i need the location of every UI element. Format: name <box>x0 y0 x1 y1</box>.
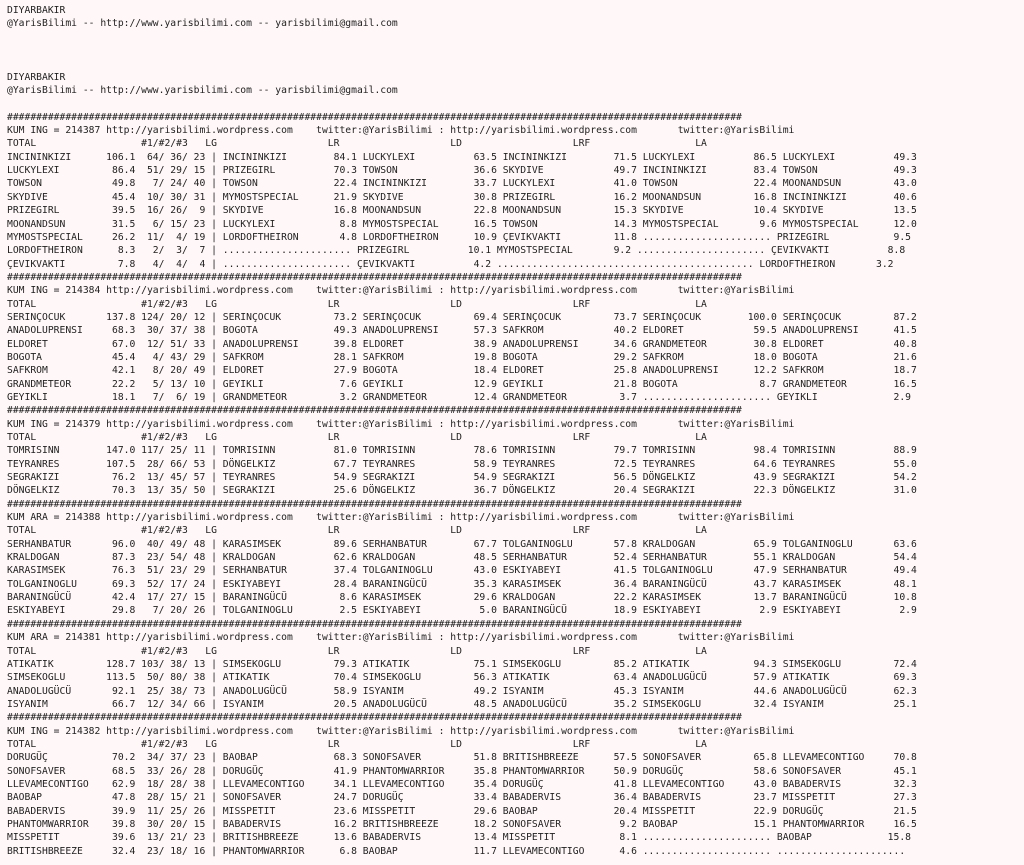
horse-row: TEYRANRES 107.5 28/ 66/ 53 | DÖNGELKIZ 67.7 TEYRANRES 58.9 TEYRANRES 72.5 TEYRANRES 64.6 TEYRANRES 55.0 <box>7 458 917 470</box>
race-header-line: KUM ARA = 214381 http://yarisbilimi.wordpress.com twitter:@YarisBilimi : http://yarisbilimi.wordpress.com twitter:@YarisBilimi <box>7 632 795 644</box>
horse-row: ANADOLUPRENSI 68.3 30/ 37/ 38 | BOGOTA 49.3 ANADOLUPRENSI 57.3 SAFKROM 40.2 ELDORET 59.5 ANADOLUPRENSI 41.5 <box>7 325 917 337</box>
venue-title: DIYARBAKIR <box>7 71 66 83</box>
horse-row: PRIZEGIRL 39.5 16/ 26/ 9 | SKYDIVE 16.8 MOONANDSUN 22.8 MOONANDSUN 15.3 SKYDIVE 10.4 SKYDIVE 13.5 <box>7 205 917 217</box>
column-header-line: TOTAL #1/#2/#3 LG LR LD LRF LA <box>7 138 707 150</box>
separator-line: ############################################################################################################################## <box>7 271 742 283</box>
horse-row: SERINÇOCUK 137.8 124/ 20/ 12 | SERINÇOCUK 73.2 SERINÇOCUK 69.4 SERINÇOCUK 73.7 SERINÇOCUK 100.0 SERINÇOCUK 87.2 <box>7 311 917 323</box>
horse-row: MOONANDSUN 31.5 6/ 15/ 23 | LUCKYLEXI 8.8 MYMOSTSPECIAL 16.5 TOWSON 14.3 MYMOSTSPECIAL 9.6 MYMOSTSPECIAL 12.0 <box>7 218 917 230</box>
horse-row: GEYIKLI 18.1 7/ 6/ 19 | GRANDMETEOR 3.2 GRANDMETEOR 12.4 GRANDMETEOR 3.7 ...................... GEYIKLI 2.9 <box>7 391 912 403</box>
horse-row: SEGRAKIZI 76.2 13/ 45/ 57 | TEYRANRES 54.9 SEGRAKIZI 54.9 SEGRAKIZI 56.5 DÖNGELKIZ 43.9 SEGRAKIZI 54.2 <box>7 472 917 484</box>
horse-row: PHANTOMWARRIOR 39.8 30/ 20/ 15 | BABADERVIS 16.2 BRITISHBREEZE 18.2 SONOFSAVER 9.2 BAOBAP 15.1 PHANTOMWARRIOR 16.5 <box>7 818 917 830</box>
venue-title: DIYARBAKIR <box>7 5 66 16</box>
separator-line: ############################################################################################################################## <box>7 712 742 724</box>
horse-row: MYMOSTSPECIAL 26.2 11/ 4/ 19 | LORDOFTHEIRON 4.8 LORDOFTHEIRON 10.9 ÇEVIKVAKTI 11.8 ...................... PRIZEGIRL 9.5 <box>7 231 912 243</box>
horse-row: BAOBAP 47.8 28/ 15/ 21 | SONOFSAVER 24.7 DORUGÜÇ 33.4 BABADERVIS 36.4 BABADERVIS 23.7 MISSPETIT 27.3 <box>7 792 917 804</box>
race-header-line: KUM ING = 214387 http://yarisbilimi.wordpress.com twitter:@YarisBilimi : http://yarisbilimi.wordpress.com twitter:@YarisBilimi <box>7 125 795 137</box>
horse-row: LLEVAMECONTIGO 62.9 18/ 28/ 38 | LLEVAMECONTIGO 34.1 LLEVAMECONTIGO 35.4 DORUGÜÇ 41.8 LLEVAMECONTIGO 43.0 BABADERVIS 32.3 <box>7 778 917 790</box>
horse-row: MISSPETIT 39.6 13/ 21/ 23 | BRITISHBREEZE 13.6 BABADERVIS 13.4 MISSPETIT 8.1 ...................... BAOBAP 15.8 <box>7 832 912 844</box>
horse-row: SERHANBATUR 96.0 40/ 49/ 48 | KARASIMSEK 89.6 SERHANBATUR 67.7 TOLGANINOGLU 57.8 KRALDOGAN 65.9 TOLGANINOGLU 63.6 <box>7 538 917 550</box>
horse-row: ELDORET 67.0 12/ 51/ 33 | ANADOLUPRENSI 39.8 ELDORET 38.9 ANADOLUPRENSI 34.6 GRANDMETEOR 30.8 ELDORET 40.8 <box>7 338 917 350</box>
horse-row: KRALDOGAN 87.3 23/ 54/ 48 | KRALDOGAN 62.6 KRALDOGAN 48.5 SERHANBATUR 52.4 SERHANBATUR 55.1 KRALDOGAN 54.4 <box>7 552 917 564</box>
horse-row: ESKIYABEYI 29.8 7/ 20/ 26 | TOLGANINOGLU 2.5 ESKIYABEYI 5.0 BARANINGÜCÜ 18.9 ESKIYABEYI 2.9 ESKIYABEYI 2.9 <box>7 605 917 617</box>
horse-row: TOMRISINN 147.0 117/ 25/ 11 | TOMRISINN 81.0 TOMRISINN 78.6 TOMRISINN 79.7 TOMRISINN 98.4 TOMRISINN 88.9 <box>7 445 917 457</box>
horse-row: KARASIMSEK 76.3 51/ 23/ 29 | SERHANBATUR 37.4 TOLGANINOGLU 43.0 ESKIYABEYI 41.5 TOLGANINOGLU 47.9 SERHANBATUR 49.4 <box>7 565 917 577</box>
column-header-line: TOTAL #1/#2/#3 LG LR LD LRF LA <box>7 525 707 537</box>
horse-row: GRANDMETEOR 22.2 5/ 13/ 10 | GEYIKLI 7.6 GEYIKLI 12.9 GEYIKLI 21.8 BOGOTA 8.7 GRANDMETEOR 16.5 <box>7 378 917 390</box>
contact-line: @YarisBilimi -- http://www.yarisbilimi.com -- yarisbilimi@gmail.com <box>7 85 398 97</box>
race-header-line: KUM ING = 214379 http://yarisbilimi.wordpress.com twitter:@YarisBilimi : http://yarisbilimi.wordpress.com twitter:@YarisBilimi <box>7 418 795 430</box>
separator-line: ############################################################################################################################## <box>7 618 742 630</box>
horse-row: SAFKROM 42.1 8/ 20/ 49 | ELDORET 27.9 BOGOTA 18.4 ELDORET 25.8 ANADOLUPRENSI 12.2 SAFKROM 18.7 <box>7 365 917 377</box>
horse-row: BOGOTA 45.4 4/ 43/ 29 | SAFKROM 28.1 SAFKROM 19.8 BOGOTA 29.2 SAFKROM 18.0 BOGOTA 21.6 <box>7 351 917 363</box>
separator-line: ############################################################################################################################## <box>7 111 742 123</box>
horse-row: ATIKATIK 128.7 103/ 38/ 13 | SIMSEKOGLU 79.3 ATIKATIK 75.1 SIMSEKOGLU 85.2 ATIKATIK 94.3 SIMSEKOGLU 72.4 <box>7 658 917 670</box>
horse-row: BRITISHBREEZE 32.4 23/ 18/ 16 | PHANTOMWARRIOR 6.8 BAOBAP 11.7 LLEVAMECONTIGO 4.6 ...................... ...................... <box>7 845 906 857</box>
horse-row: DÖNGELKIZ 70.3 13/ 35/ 50 | SEGRAKIZI 25.6 DÖNGELKIZ 36.7 DÖNGELKIZ 20.4 SEGRAKIZI 22.3 DÖNGELKIZ 31.0 <box>7 485 917 497</box>
horse-row: SONOFSAVER 68.5 33/ 26/ 28 | DORUGÜÇ 41.9 PHANTOMWARRIOR 35.8 PHANTOMWARRIOR 50.9 DORUGÜÇ 58.6 SONOFSAVER 45.1 <box>7 765 917 777</box>
horse-row: TOWSON 49.8 7/ 24/ 40 | TOWSON 22.4 INCININKIZI 33.7 LUCKYLEXI 41.0 TOWSON 22.4 MOONANDSUN 43.0 <box>7 178 917 190</box>
race-header-line: KUM ING = 214382 http://yarisbilimi.wordpress.com twitter:@YarisBilimi : http://yarisbilimi.wordpress.com twitter:@YarisBilimi <box>7 725 795 737</box>
column-header-line: TOTAL #1/#2/#3 LG LR LD LRF LA <box>7 645 707 657</box>
horse-row: SKYDIVE 45.4 10/ 30/ 31 | MYMOSTSPECIAL 21.9 SKYDIVE 30.8 PRIZEGIRL 16.2 MOONANDSUN 16.8 INCININKIZI 40.6 <box>7 191 917 203</box>
column-header-line: TOTAL #1/#2/#3 LG LR LD LRF LA <box>7 298 707 310</box>
horse-row: ISYANIM 66.7 12/ 34/ 66 | ISYANIM 20.5 ANADOLUGÜCÜ 48.5 ANADOLUGÜCÜ 35.2 SIMSEKOGLU 32.4 ISYANIM 25.1 <box>7 698 917 710</box>
column-header-line: TOTAL #1/#2/#3 LG LR LD LRF LA <box>7 738 707 750</box>
separator-line: ############################################################################################################################## <box>7 405 742 417</box>
column-header-line: TOTAL #1/#2/#3 LG LR LD LRF LA <box>7 432 707 443</box>
horse-row: INCININKIZI 106.1 64/ 36/ 23 | INCININKIZI 84.1 LUCKYLEXI 63.5 INCININKIZI 71.5 LUCKYLEXI 86.5 LUCKYLEXI 49.3 <box>7 151 917 163</box>
horse-row: LUCKYLEXI 86.4 51/ 29/ 15 | PRIZEGIRL 70.3 TOWSON 36.6 SKYDIVE 49.7 INCININKIZI 83.4 TOWSON 49.3 <box>7 165 917 177</box>
race-header-line: KUM ARA = 214388 http://yarisbilimi.wordpress.com twitter:@YarisBilimi : http://yarisbilimi.wordpress.com twitter:@YarisBilimi <box>7 512 795 524</box>
horse-row: DORUGÜÇ 70.2 34/ 37/ 23 | BAOBAP 68.3 SONOFSAVER 51.8 BRITISHBREEZE 57.5 SONOFSAVER 65.8 LLEVAMECONTIGO 70.8 <box>7 752 917 764</box>
horse-row: ANADOLUGÜCÜ 92.1 25/ 38/ 73 | ANADOLUGÜCÜ 58.9 ISYANIM 49.2 ISYANIM 45.3 ISYANIM 44.6 ANADOLUGÜCÜ 62.3 <box>7 685 917 697</box>
horse-row: ÇEVIKVAKTI 7.8 4/ 4/ 4 | ...................... ÇEVIKVAKTI 4.2 ............................................ LORDOFTHEIRON 3.2 <box>7 258 894 270</box>
horse-row: BABADERVIS 39.9 11/ 25/ 26 | MISSPETIT 23.6 MISSPETIT 29.6 BAOBAP 20.4 MISSPETIT 22.9 DORUGÜÇ 21.5 <box>7 805 917 817</box>
race-header-line: KUM ING = 214384 http://yarisbilimi.wordpress.com twitter:@YarisBilimi : http://yarisbilimi.wordpress.com twitter:@YarisBilimi <box>7 285 795 297</box>
contact-line: @YarisBilimi -- http://www.yarisbilimi.com -- yarisbilimi@gmail.com <box>7 18 398 30</box>
horse-row: BARANINGÜCÜ 42.4 17/ 27/ 15 | BARANINGÜCÜ 8.6 KARASIMSEK 29.6 KRALDOGAN 22.2 KARASIMSEK 13.7 BARANINGÜCÜ 10.8 <box>7 592 917 604</box>
horse-row: SIMSEKOGLU 113.5 50/ 80/ 38 | ATIKATIK 70.4 SIMSEKOGLU 56.3 ATIKATIK 63.4 ANADOLUGÜCÜ 57.9 ATIKATIK 69.3 <box>7 672 917 684</box>
horse-row: TOLGANINOGLU 69.3 52/ 17/ 24 | ESKIYABEYI 28.4 BARANINGÜCÜ 35.3 KARASIMSEK 36.4 BARANINGÜCÜ 43.7 KARASIMSEK 48.1 <box>7 578 917 590</box>
separator-line: ############################################################################################################################## <box>7 498 742 510</box>
horse-row: LORDOFTHEIRON 8.3 2/ 3/ 7 | ...................... PRIZEGIRL 10.1 MYMOSTSPECIAL 9.2 ...................... ÇEVIKVAKTI 8.8 <box>7 245 906 257</box>
